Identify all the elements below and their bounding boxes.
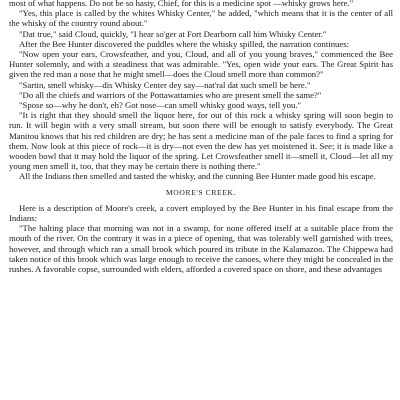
- paragraph: "Dat true," said Cloud, quickly, "I hear so'ger at Fort Dearborn call him Whisky Center.": [19, 28, 327, 39]
- paragraph: After the Bee Hunter discovered the puddles where the whisky spilled, the narration continues:: [19, 38, 350, 49]
- paragraph: "It is right that they should smell the liquor here, for out of this rock a whisky spring will soon begin to run. It will begin with a very small stream, but soon there will be enough to satisfy everybody. The Great Manitou knows that his red children are dry; he has sent a medicine man of the pale faces to find a spring for them. Now look at this piece of rock—it is dry—not even the dew has yet moistened it. See; it is made like a wooden bowl that it may hold the liquor of the spring. Let Crowsfeather smell it—smell it, Cloud—let all my young men smell it, too, that they may be certain there is nothing there.": [9, 110, 393, 172]
- paragraph: most of what happens. Do not be so hasty, Chief, for this is a medicine spot —whisky grows here.": [9, 0, 354, 8]
- paragraph: All the Indians then smelled and tasted the whisky, and the cunning Bee Hunter made good his escape.: [19, 171, 376, 182]
- section-heading: MOORE'S CREEK.: [165, 187, 237, 197]
- paragraph: "The halting place that morning was not in a swamp, for none offered itself at a suitable place from the mouth of the river. On the contrary it was in a piece of opening, that was tolerably well garnished with trees, however, and through which ran a small brook which poured its tribute in the Kalamazoo. The Chippewa had taken notice of this brook which was large enough to receive the canoes, where they might be concealed in the rushes. A favorable copse, surrounded with elders, afforded a covered space on shore, and these advantages: [9, 223, 393, 275]
- book-page: [9, 0, 393, 274]
- paragraph: "Sartin, smell whisky—dis Whisky Center dey say—nat'ral dat such smell be here.": [19, 79, 311, 90]
- paragraph: Here is a description of Moore's creek, a covert employed by the Bee Hunter in his final escape from the Indians:: [9, 202, 393, 224]
- paragraph: "Now open your ears, Crowsfeather, and you, Cloud, and all of you young braves," commenced the Bee Hunter solemnly, and with a steadiness that was admirable. "Yes, open wide your ears. The Great Spirit has given the red man a nose that he might smell—does the Cloud smell more than common?": [9, 49, 393, 80]
- paragraph: "Do all the chiefs and warriors of the Pottawattamies who are present smell the same?": [19, 89, 322, 100]
- paragraph: "Yes, this place is called by the whites Whisky Center," he added, "which means that it is the center of all the whisky of the country round about.": [9, 8, 393, 29]
- paragraph: "Spose so—why he don't, eh? Got nose—can smell whisky good ways, tell you.": [19, 100, 302, 111]
